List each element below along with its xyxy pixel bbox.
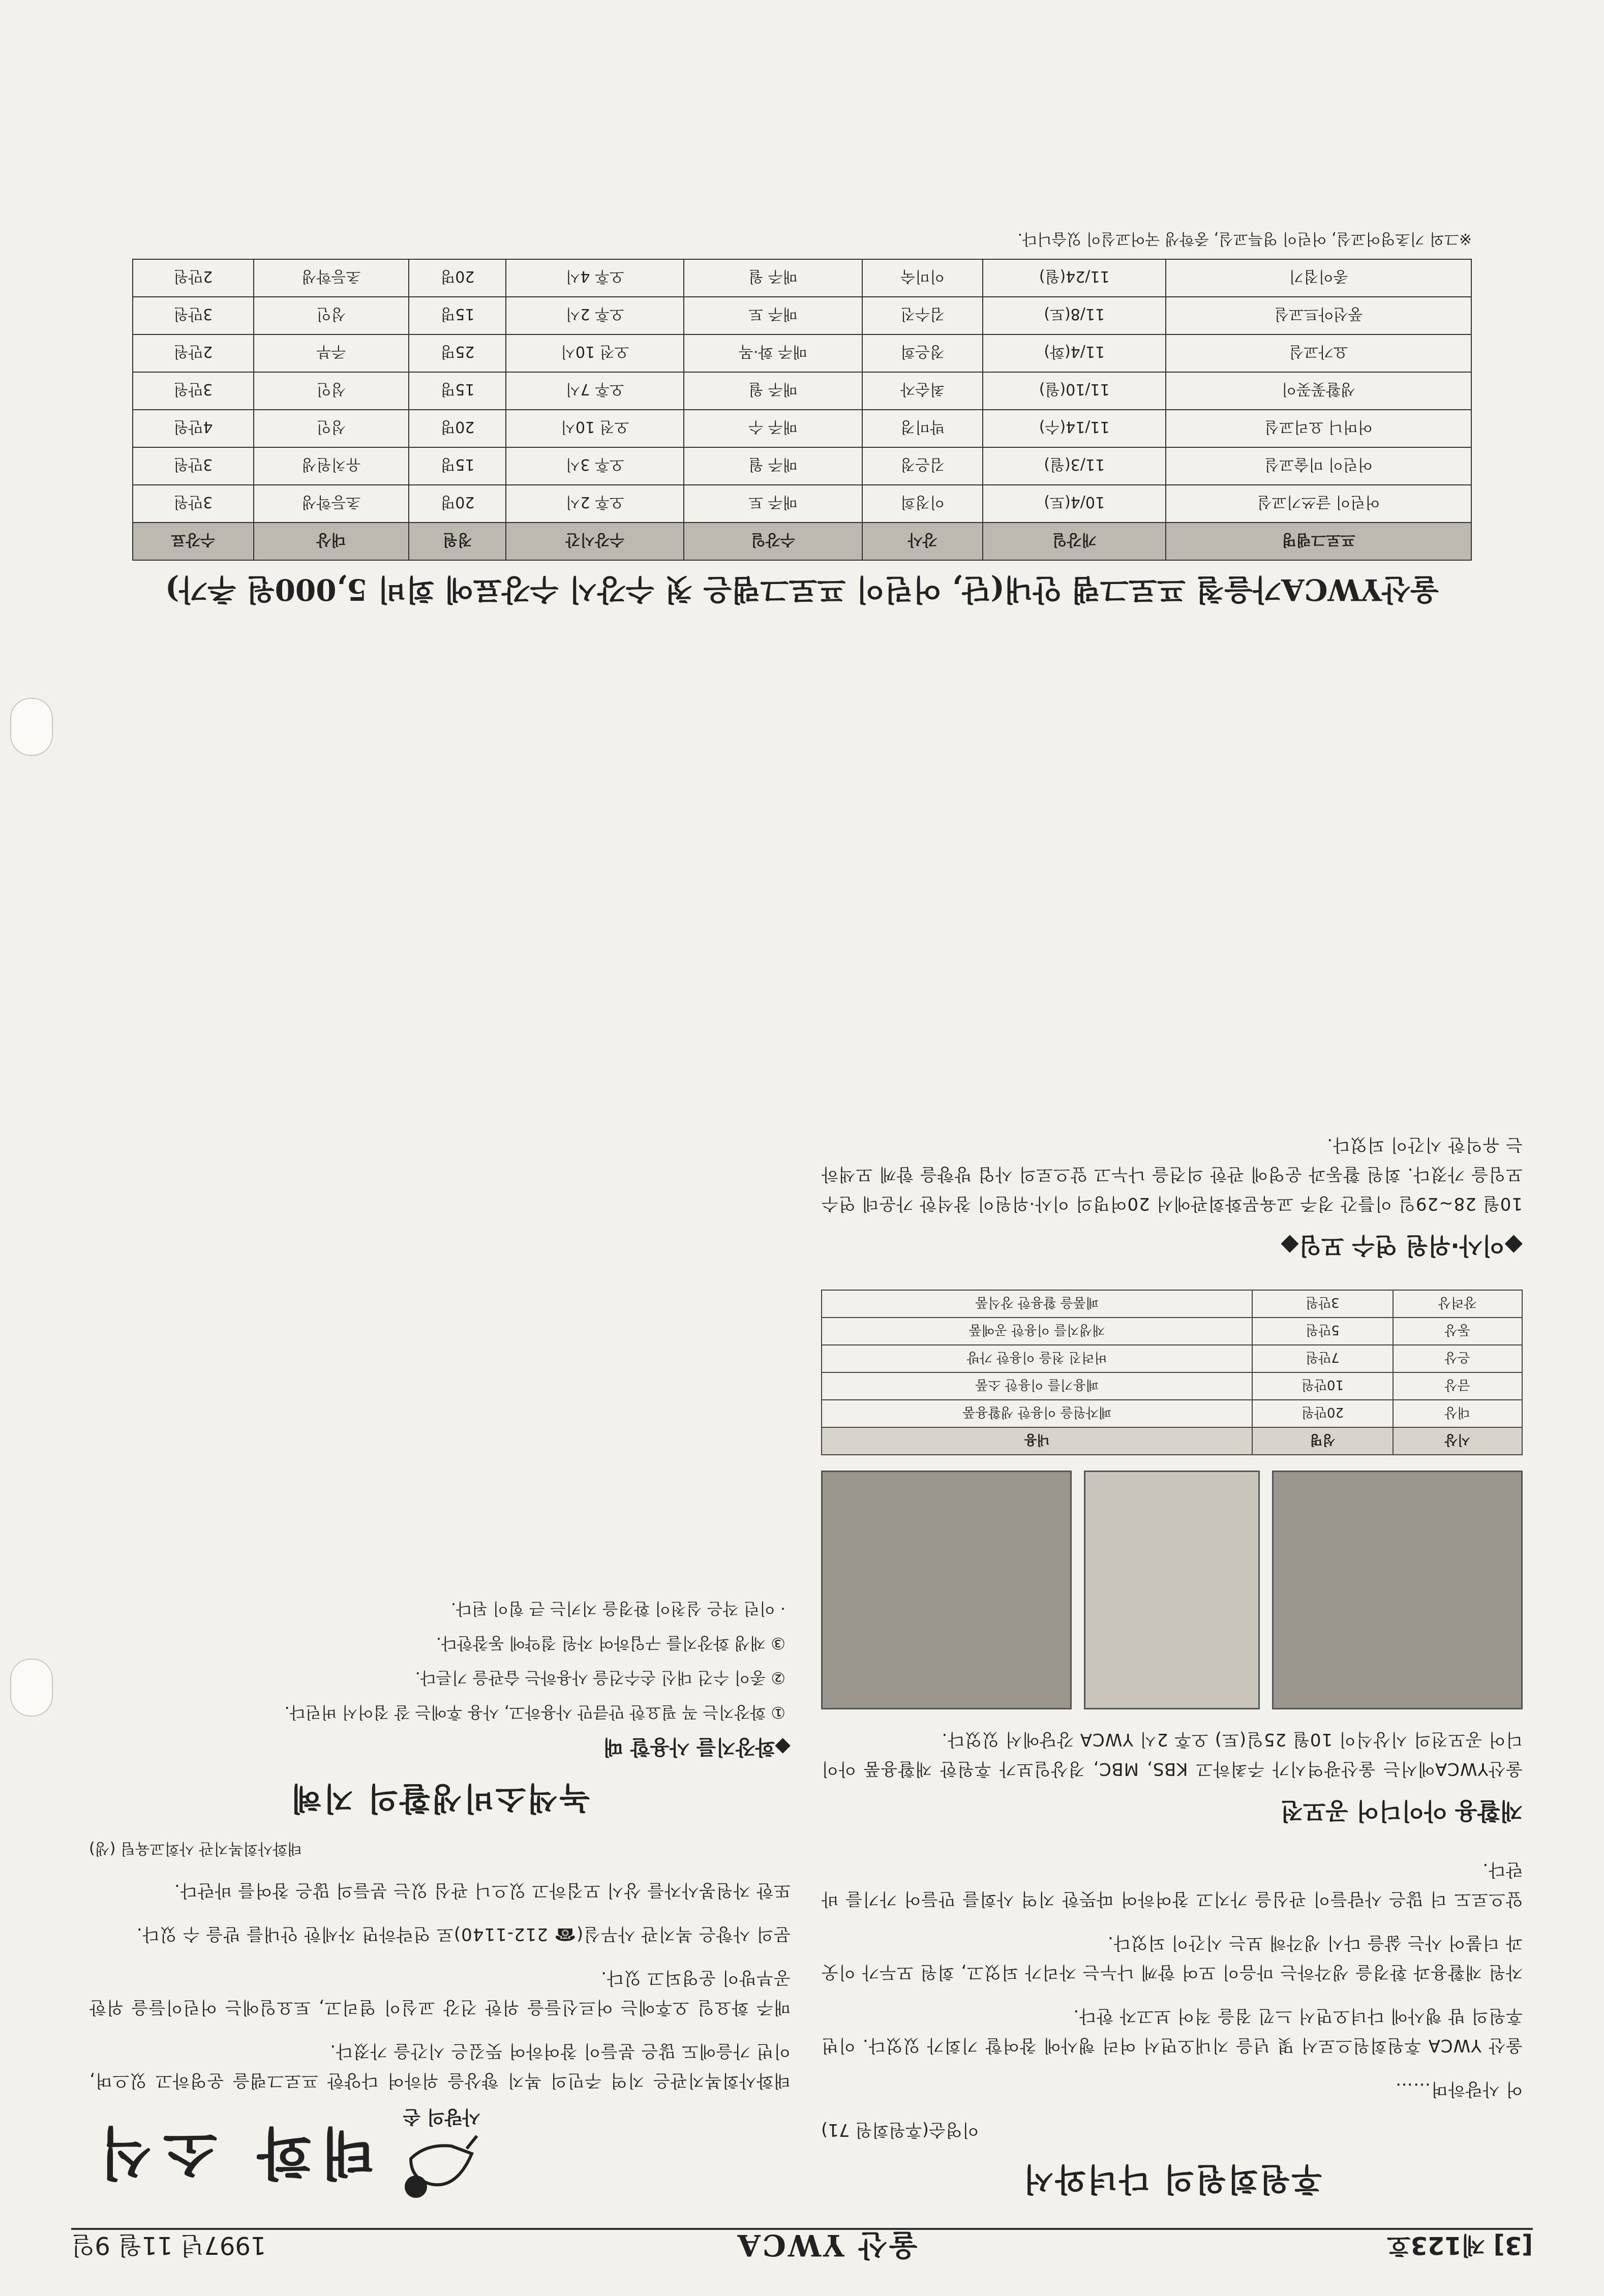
hand-heart-icon <box>396 2133 487 2210</box>
table-row <box>822 1400 1522 1427</box>
program-cell: 종이접기 <box>1166 259 1471 297</box>
program-cell: 초등학생 <box>254 485 409 523</box>
awards-cell: 폐품을 활용한 장식품 <box>822 1290 1252 1318</box>
program-cell: 2만원 <box>133 259 254 297</box>
program-cell: 김은정 <box>862 447 983 485</box>
program-cell: 20명 <box>409 410 506 447</box>
program-cell: 오후 3시 <box>506 447 684 485</box>
program-cell: 어린이 미술교실 <box>1166 447 1471 485</box>
donor-article-paragraph: 앞으로도 더 많은 사람들이 관심을 가지고 참여하여 따뜻한 지역 사회를 만들어 가기를 바란다. <box>821 1859 1523 1909</box>
awards-cell: 폐용기를 이용한 소품 <box>822 1372 1252 1400</box>
program-cell: 매주 월 <box>684 259 862 297</box>
program-cell: 오후 7시 <box>506 372 684 410</box>
table-row <box>133 447 1471 485</box>
program-cell: 정은희 <box>862 334 983 372</box>
program-cell: 매주 수 <box>684 410 862 447</box>
awards-table <box>821 1290 1523 1455</box>
awards-cell: 금상 <box>1393 1372 1522 1400</box>
program-cell: 25명 <box>409 334 506 372</box>
taehwa-note: 태화사회복지관 사회교육팀 (생) <box>89 1840 302 1857</box>
program-cell: 11/14(수) <box>983 410 1166 447</box>
program-header: 개강일 <box>983 523 1166 560</box>
contest-photos <box>821 1471 1523 1709</box>
program-cell: 3만원 <box>133 297 254 334</box>
program-cell: 3만원 <box>133 485 254 523</box>
program-cell: 성인 <box>254 372 409 410</box>
program-cell: 오전 10시 <box>506 410 684 447</box>
green-tip: ③ 재생 화장지를 구입하여 자원 절약에 동참한다. <box>436 1634 785 1653</box>
program-cell: 주부 <box>254 334 409 372</box>
program-cell: 11/3(월) <box>983 447 1166 485</box>
program-cell: 박미경 <box>862 410 983 447</box>
program-header: 수강일 <box>684 523 862 560</box>
taehwa-logo-row <box>89 2105 791 2210</box>
left-column <box>821 1116 1523 2210</box>
awards-cell: 7만원 <box>1252 1345 1393 1372</box>
awards-cell: 장려상 <box>1393 1290 1522 1318</box>
program-cell: 15명 <box>409 297 506 334</box>
program-cell: 최순자 <box>862 372 983 410</box>
program-cell: 생활꽃꽂이 <box>1166 372 1471 410</box>
program-cell: 3만원 <box>133 447 254 485</box>
awards-header: 내용 <box>822 1427 1252 1455</box>
program-cell: 11/8(토) <box>983 297 1166 334</box>
program-table <box>132 259 1472 561</box>
program-cell: 11/10(월) <box>983 372 1166 410</box>
taehwa-paragraph: 매주 화요일 오후에는 어르신들을 위한 건강 교실이 열리고, 토요일에는 어린이들을 위한 공부방이 운영되고 있다. <box>89 1968 791 2017</box>
donor-article-byline: 이영순(후원회원 71) <box>821 2120 979 2140</box>
table-row <box>133 297 1471 334</box>
table-row <box>822 1318 1522 1345</box>
program-cell: 매주 토 <box>684 485 862 523</box>
program-cell: 김수진 <box>862 297 983 334</box>
program-cell: 유치원생 <box>254 447 409 485</box>
program-cell: 오후 2시 <box>506 297 684 334</box>
training-event-title: ◆이사·위원 연수 모임◆ <box>1281 1232 1523 1260</box>
awards-cell: 20만원 <box>1252 1400 1393 1427</box>
program-cell: 이정희 <box>862 485 983 523</box>
page-header <box>71 2228 1533 2266</box>
table-row <box>133 259 1471 297</box>
recycle-contest-text: 울산YWCA에서는 울산광역시가 주최하고 KBS, MBC, 경상일보가 후원한 재활용품 아이디어 공모전의 시상식이 10월 25일(토) 오후 2시 YWCA 강당에서 있었다. <box>821 1729 1523 1779</box>
program-cell: 15명 <box>409 372 506 410</box>
table-row <box>133 334 1471 372</box>
table-row <box>133 485 1471 523</box>
table-row <box>822 1372 1522 1400</box>
photo-vacuum-cleaner <box>1272 1471 1523 1709</box>
training-event-text: 10월 28~29일 이틀간 경주 교육문화회관에서 20여명의 이사·위원이 참석한 가운데 연수 모임을 가졌다. 회원 활동과 운영에 관한 의견을 나누고 앞으로의 사업 방향을 함께 모색하는 유익한 시간이 되었다. <box>821 1135 1523 1214</box>
program-header: 프로그램명 <box>1166 523 1471 560</box>
program-cell: 4만원 <box>133 410 254 447</box>
program-cell: 오전 10시 <box>506 334 684 372</box>
awards-cell: 버려진 천을 이용한 가방 <box>822 1345 1252 1372</box>
program-header: 강사 <box>862 523 983 560</box>
table-row <box>133 372 1471 410</box>
photo-paper-tray <box>1084 1471 1260 1709</box>
taehwa-badge-label: 사랑의 손 <box>403 2106 480 2127</box>
table-row <box>133 410 1471 447</box>
issue-date: 1997년 11월 9일 <box>71 2231 266 2260</box>
program-guide <box>132 229 1472 614</box>
program-cell: 11/4(화) <box>983 334 1166 372</box>
program-header: 수강시간 <box>506 523 684 560</box>
program-cell: 20명 <box>409 485 506 523</box>
program-cell: 매주 토 <box>684 297 862 334</box>
green-tip: ② 종이 수건 대신 손수건을 사용하는 습관을 기른다. <box>415 1668 785 1688</box>
program-cell: 매주 월 <box>684 372 862 410</box>
awards-cell: 폐자원을 이용한 생활용품 <box>822 1400 1252 1427</box>
right-column <box>89 1588 791 2210</box>
green-tips-title: 녹색소비생활의 지혜 <box>289 1780 590 1817</box>
punch-hole <box>10 1659 53 1717</box>
program-cell: 15명 <box>409 447 506 485</box>
awards-cell: 5만원 <box>1252 1318 1393 1345</box>
recycle-contest-title: 재활용 아이디어 공모전 <box>1280 1797 1523 1825</box>
green-tip: · 이런 작은 실천이 환경을 지키는 큰 힘이 된다. <box>450 1599 785 1618</box>
program-cell: 20명 <box>409 259 506 297</box>
donor-article-title: 후원회원의 다녀와서 <box>1021 2161 1322 2198</box>
taehwa-paragraph: 또한 자원봉사자를 상시 모집하고 있으니 관심 있는 분들의 많은 참여를 바란다. <box>174 1880 791 1901</box>
program-cell: 매주 월 <box>684 447 862 485</box>
donor-article-paragraph: 자원 재활용과 환경을 생각하는 마음이 모여 함께 나누는 자리가 되었고, 회원 모두가 이웃과 더불어 사는 삶을 다시 생각해 보는 시간이 되었다. <box>821 1933 1523 1982</box>
green-tips-subtitle: ◆화장지를 사용할 때 <box>603 1735 791 1759</box>
donor-article-paragraph: 어 사랑하며…… <box>1395 2079 1523 2099</box>
awards-header: 시상 <box>1393 1427 1522 1455</box>
photo-flower-craft <box>821 1471 1072 1709</box>
program-header: 정원 <box>409 523 506 560</box>
table-row <box>822 1345 1522 1372</box>
program-cell: 11/24(월) <box>983 259 1166 297</box>
awards-cell: 재생지를 이용한 공예품 <box>822 1318 1252 1345</box>
program-header: 대상 <box>254 523 409 560</box>
program-guide-title: 울산YWCA가을철 프로그램 안내(단, 어린이 프로그램은 첫 수강시 수강료에 회비 5,000원 추가) <box>165 572 1439 607</box>
awards-header: 성명 <box>1252 1427 1393 1455</box>
taehwa-paragraph: 태화사회복지관은 지역 주민의 복지 향상을 위하여 다양한 프로그램을 운영하고 있으며, 이번 가을에도 많은 분들이 참여하여 뜻깊은 시간을 가졌다. <box>89 2041 791 2091</box>
program-cell: 초등학생 <box>254 259 409 297</box>
program-cell: 어린이 글쓰기교실 <box>1166 485 1471 523</box>
program-cell: 10/4(토) <box>983 485 1166 523</box>
green-tip: ① 화장지는 꼭 필요한 만큼만 사용하고, 사용 후에는 잘 접어서 버린다. <box>284 1703 785 1722</box>
taehwa-title: 태화 소식 <box>89 2120 376 2186</box>
program-cell: 성인 <box>254 410 409 447</box>
program-cell: 3만원 <box>133 372 254 410</box>
donor-article-paragraph: 울산 YWCA 후원회원으로서 몇 년을 지내오면서 여러 행사에 참여할 기회가 있었다. 이번 후원의 밤 행사에 다녀오면서 느낀 점을 적어 보고자 한다. <box>821 2006 1523 2056</box>
awards-cell: 10만원 <box>1252 1372 1393 1400</box>
program-footnote: ※그외 기초영어교실, 어린이 영특교실, 중학생 국어교실이 있습니다. <box>1017 230 1472 248</box>
awards-cell: 대상 <box>1393 1400 1522 1427</box>
program-cell: 풍선아트교실 <box>1166 297 1471 334</box>
awards-cell: 은상 <box>1393 1345 1522 1372</box>
taehwa-paragraph: 문의 사항은 복지관 사무실(☎ 212-1140)로 연락하면 자세한 안내를 받을 수 있다. <box>136 1924 791 1944</box>
program-header: 수강료 <box>133 523 254 560</box>
program-cell: 오후 2시 <box>506 485 684 523</box>
program-cell: 성인 <box>254 297 409 334</box>
program-cell: 오후 4시 <box>506 259 684 297</box>
table-row <box>822 1290 1522 1318</box>
program-cell: 이미숙 <box>862 259 983 297</box>
punch-hole <box>10 698 53 756</box>
program-cell: 어머니 요리교실 <box>1166 410 1471 447</box>
program-cell: 2만원 <box>133 334 254 372</box>
awards-cell: 3만원 <box>1252 1290 1393 1318</box>
taehwa-badge <box>396 2105 487 2210</box>
awards-cell: 동상 <box>1393 1318 1522 1345</box>
program-cell: 매주 화·목 <box>684 334 862 372</box>
masthead: 울산 YWCA <box>735 2228 918 2262</box>
program-cell: 요가교실 <box>1166 334 1471 372</box>
page-number: [3] 제123호 <box>1387 2231 1533 2260</box>
